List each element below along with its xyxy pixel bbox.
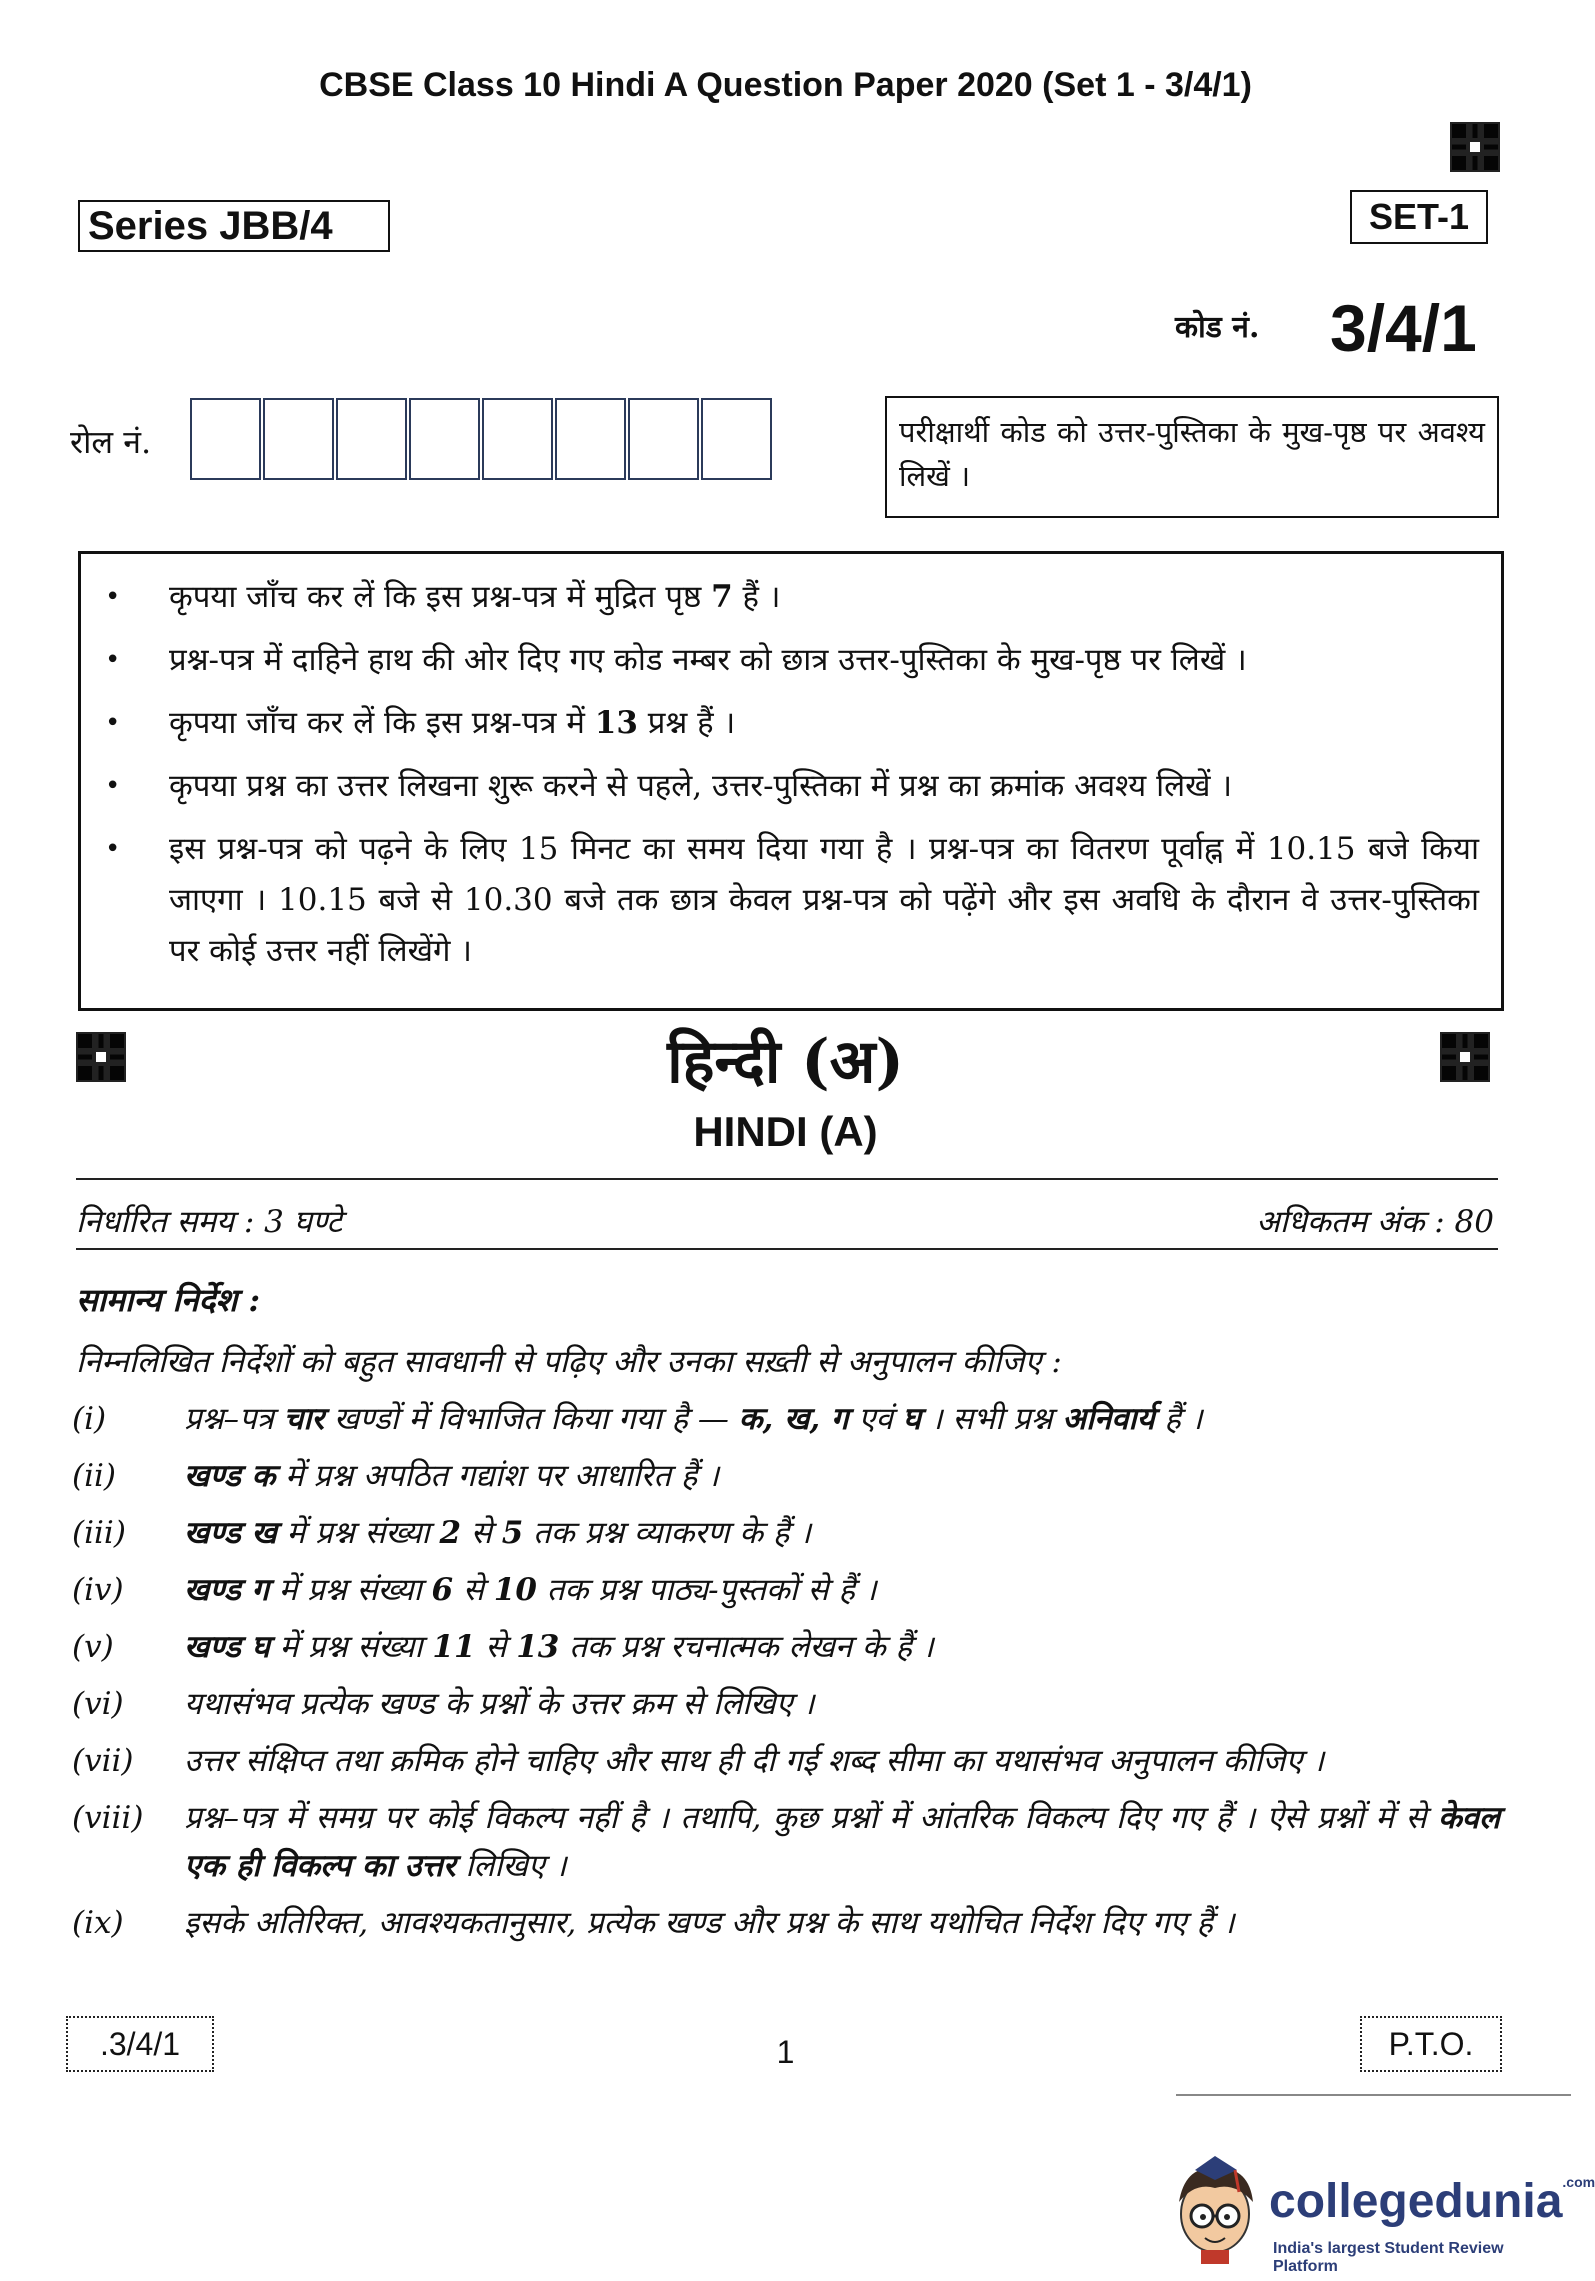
instruction-text [184, 1509, 1500, 1557]
instruction-fragment: में प्रश्न अपठित गद्यांश पर आधारित हैं । [275, 1458, 719, 1494]
instruction-number: (i) [72, 1401, 107, 1437]
roll-number-label: रोल नं. [70, 423, 152, 461]
general-instruction-item [72, 1899, 1500, 1947]
instruction-emphasis: 7 [711, 579, 733, 615]
instruction-number: (v) [72, 1629, 114, 1665]
instruction-fragment: प्रश्न–पत्र [184, 1401, 284, 1437]
set-label: SET-1 [1350, 190, 1488, 244]
instruction-fragment: यथासंभव प्रत्येक खण्ड के प्रश्नों के उत्तर क्रम से लिखिए । [184, 1686, 815, 1722]
candidate-note: परीक्षार्थी कोड को उत्तर-पुस्तिका के मुख-पृष्ठ पर अवश्य लिखें । [885, 396, 1499, 518]
instruction-number: (viii) [72, 1800, 144, 1836]
qr-code-icon [1450, 122, 1500, 172]
roll-number-box [555, 398, 626, 480]
instruction-number: (ix) [72, 1905, 124, 1941]
roll-number-boxes [190, 398, 774, 480]
roll-number-box [701, 398, 772, 480]
instruction-text: प्रश्न-पत्र में दाहिने हाथ की ओर दिए गए कोड नम्बर को छात्र उत्तर-पुस्तिका के मुख-पृष्ठ पर लिखें । [169, 642, 1247, 678]
series-label: Series JBB/4 [78, 200, 390, 252]
mascot-icon [1165, 2152, 1265, 2264]
instruction-emphasis: खण्ड घ [184, 1629, 270, 1665]
general-instructions-intro: निम्नलिखित निर्देशों को बहुत सावधानी से पढ़िए और उनका सख़्ती से अनुपालन कीजिए : [76, 1344, 1062, 1380]
instruction-emphasis: 6 [431, 1572, 454, 1608]
instruction-emphasis: 11 [432, 1629, 476, 1665]
instruction-text: कृपया जाँच कर लें कि इस प्रश्न-पत्र में मुद्रित पृष्ठ [169, 579, 712, 615]
code-label: कोड नं. [1175, 310, 1260, 345]
instruction-text [184, 1737, 1500, 1785]
instruction-emphasis: 2 [439, 1515, 462, 1551]
general-instructions-heading: सामान्य निर्देश : [76, 1281, 261, 1319]
roll-number-box [336, 398, 407, 480]
bullet-icon: • [105, 582, 121, 612]
pto-label: P.T.O. [1360, 2016, 1502, 2072]
page-number: 1 [776, 2034, 795, 2070]
maximum-marks: अधिकतम अंक : 80 [1256, 1204, 1494, 1240]
footer-code: .3/4/1 [66, 2016, 214, 2072]
instruction-fragment: तक प्रश्न रचनात्मक लेखन के हैं । [559, 1629, 934, 1665]
instruction-fragment: । सभी प्रश्न [920, 1401, 1063, 1437]
general-instruction-item [72, 1794, 1500, 1890]
footer-divider [1176, 2094, 1571, 2096]
general-instruction-item [72, 1680, 1500, 1728]
brand-suffix: .com [1562, 2174, 1595, 2190]
instructions-box [78, 551, 1504, 1011]
bullet-icon: • [105, 708, 121, 738]
brand-name [1269, 2174, 1595, 2229]
brand-tagline: India's largest Student Review Platform [1273, 2240, 1504, 2275]
instruction-emphasis: अनिवार्य [1062, 1401, 1155, 1437]
instruction-emphasis: 13 [516, 1629, 560, 1665]
general-instruction-item [72, 1452, 1500, 1500]
instruction-number: (iv) [72, 1572, 124, 1608]
instruction-text [184, 1395, 1500, 1443]
brand-name-text: collegedunia [1269, 2175, 1563, 2228]
instruction-text [184, 1680, 1500, 1728]
instruction-fragment: से [475, 1629, 517, 1665]
instruction-number: (vii) [72, 1743, 134, 1779]
instruction-emphasis: चार [283, 1401, 325, 1437]
instruction-text [184, 1452, 1500, 1500]
instruction-text [184, 1566, 1500, 1614]
instruction-fragment: में प्रश्न संख्या [276, 1515, 440, 1551]
instruction-fragment: में प्रश्न संख्या [269, 1629, 433, 1665]
instruction-fragment: प्रश्न–पत्र में समग्र पर कोई विकल्प नहीं है । तथापि, कुछ प्रश्नों में आंतरिक विकल्प दिए गए हैं । ऐसे प्रश्नों में से [184, 1800, 1438, 1836]
instruction-item [81, 698, 1479, 749]
instruction-fragment: उत्तर संक्षिप्त तथा क्रमिक होने चाहिए और साथ ही दी गई शब्द सीमा का यथासंभव अनुपालन कीजिए । [184, 1743, 1325, 1779]
roll-number-box [263, 398, 334, 480]
bullet-icon: • [105, 771, 121, 801]
general-instructions-list [72, 1395, 1500, 1956]
instruction-emphasis: केवल एक ही विकल्प का उत्तर [184, 1800, 1500, 1884]
instruction-number: (ii) [72, 1458, 117, 1494]
subject-title-english: HINDI (A) [693, 1108, 878, 1155]
instruction-fragment: तक प्रश्न व्याकरण के हैं । [523, 1515, 811, 1551]
instruction-emphasis: खण्ड ग [184, 1572, 269, 1608]
collegedunia-logo [1165, 2140, 1595, 2275]
instruction-emphasis: खण्ड ख [184, 1515, 277, 1551]
roll-number-box [482, 398, 553, 480]
general-instruction-item [72, 1509, 1500, 1557]
bullet-icon: • [105, 645, 121, 675]
instruction-item [81, 635, 1479, 686]
instruction-emphasis: घ [902, 1401, 921, 1437]
instruction-fragment: से [453, 1572, 494, 1608]
roll-number-box [409, 398, 480, 480]
instruction-text [184, 1794, 1500, 1890]
divider [76, 1248, 1498, 1250]
instruction-fragment: में प्रश्न संख्या [268, 1572, 432, 1608]
bullet-icon: • [105, 834, 121, 864]
subject-title-hindi: हिन्दी (अ) [667, 1027, 904, 1097]
instruction-item [81, 572, 1479, 623]
roll-number-box [628, 398, 699, 480]
instructions-list [81, 554, 1501, 977]
instruction-number: (iii) [72, 1515, 126, 1551]
instruction-emphasis: 5 [501, 1515, 524, 1551]
instruction-emphasis: 13 [594, 705, 638, 741]
instruction-item [81, 824, 1479, 977]
instruction-text [184, 1623, 1500, 1671]
divider [76, 1178, 1498, 1180]
instruction-text: कृपया प्रश्न का उत्तर लिखना शुरू करने से पहले, उत्तर-पुस्तिका में प्रश्न का क्रमांक अवश्य लिखें । [169, 768, 1233, 804]
general-instruction-item [72, 1395, 1500, 1443]
instruction-fragment: तक प्रश्न पाठ्य-पुस्तकों से हैं । [536, 1572, 877, 1608]
instruction-fragment: एवं [848, 1401, 903, 1437]
instruction-text: कृपया जाँच कर लें कि इस प्रश्न-पत्र में [169, 705, 595, 741]
instruction-number: (vi) [72, 1686, 124, 1722]
page-heading: CBSE Class 10 Hindi A Question Paper 2020 (Set 1 - 3/4/1) [319, 66, 1252, 104]
instruction-fragment: खण्डों में विभाजित किया गया है — [324, 1401, 739, 1437]
instruction-emphasis: 10 [493, 1572, 537, 1608]
instruction-fragment: हैं । [1154, 1401, 1203, 1437]
general-instruction-item [72, 1623, 1500, 1671]
instruction-item [81, 761, 1479, 812]
instruction-text: हैं । [732, 579, 781, 615]
instruction-text [184, 1899, 1500, 1947]
instruction-text: प्रश्न हैं । [637, 705, 736, 741]
roll-number-box [190, 398, 261, 480]
instruction-emphasis: खण्ड क [184, 1458, 276, 1494]
instruction-emphasis: क, ख, ग [738, 1401, 849, 1437]
general-instruction-item [72, 1737, 1500, 1785]
instruction-text: इस प्रश्न-पत्र को पढ़ने के लिए 15 मिनट का समय दिया गया है । प्रश्न-पत्र का वितरण पूर्वाह्न में 10.15 बजे किया जाएगा । 10.15 बजे से 10.30 बजे तक छात्र केवल प्रश्न-पत्र को पढ़ेंगे और इस अवधि के दौरान वे उत्तर-पुस्तिका पर कोई उत्तर नहीं लिखेंगे । [169, 831, 1479, 969]
code-value: 3/4/1 [1330, 291, 1477, 365]
instruction-fragment: से [461, 1515, 502, 1551]
instruction-fragment: इसके अतिरिक्त, आवश्यकतानुसार, प्रत्येक खण्ड और प्रश्न के साथ यथोचित निर्देश दिए गए हैं । [184, 1905, 1235, 1941]
general-instruction-item [72, 1566, 1500, 1614]
time-allowed: निर्धारित समय : 3 घण्टे [76, 1204, 343, 1240]
instruction-fragment: लिखिए । [455, 1848, 567, 1884]
